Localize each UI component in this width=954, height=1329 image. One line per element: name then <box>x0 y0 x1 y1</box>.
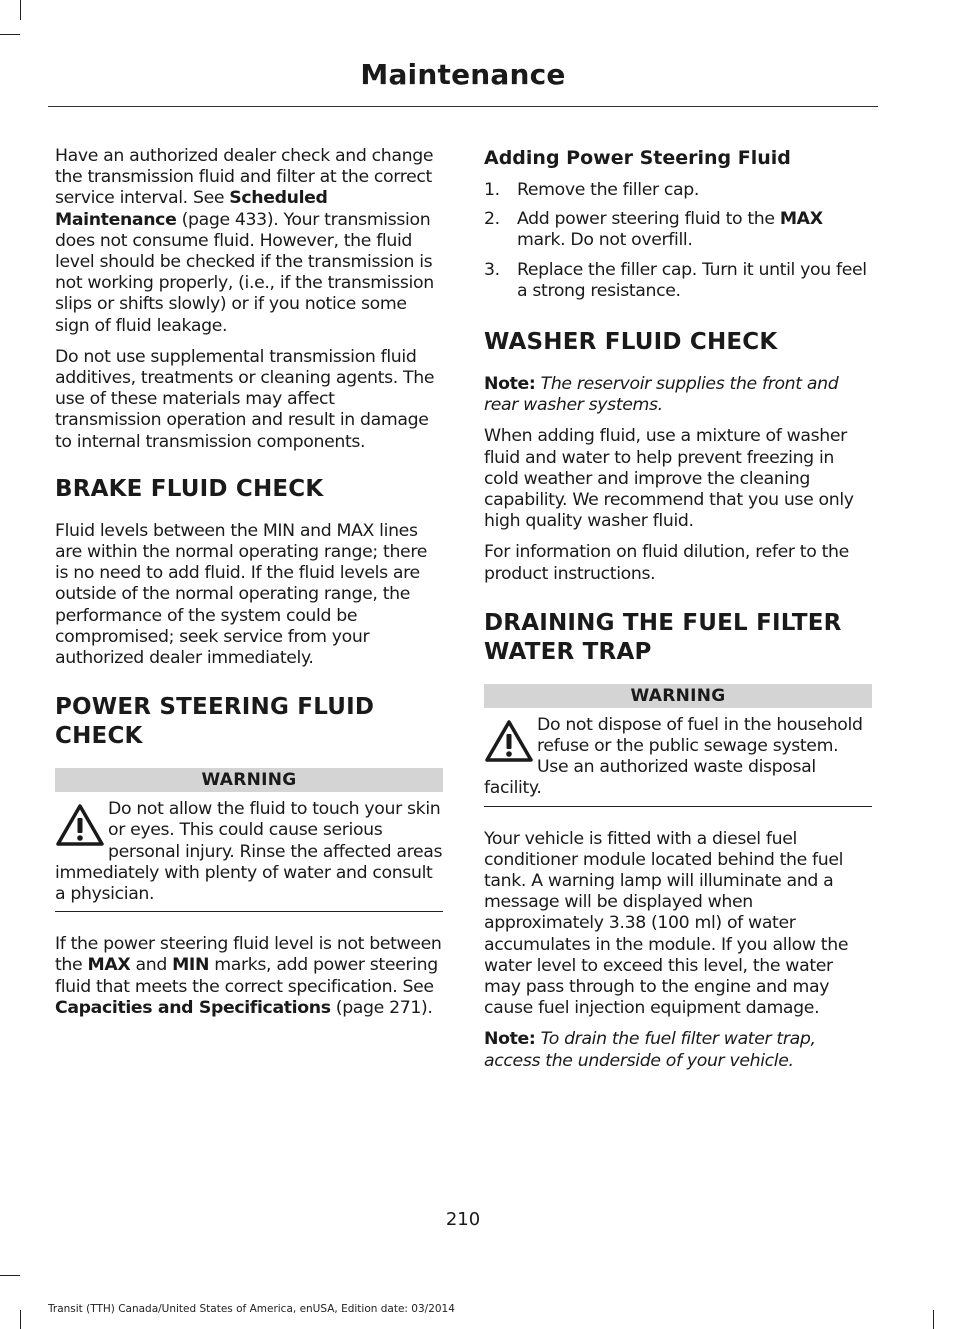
crop-mark <box>0 1275 20 1276</box>
crop-mark <box>933 1310 934 1329</box>
power-steering-warning-text: Do not allow the fluid to touch your skin or eyes. This could cause serious personal injury. Rinse the affected areas immediately with plenty of water and consult a physician. <box>55 799 443 905</box>
drain-note: Note: To drain the fuel filter water trap, access the underside of your vehicle. <box>484 1029 816 1071</box>
page-number: 210 <box>445 1209 481 1230</box>
list-item: 3. Replace the filler cap. Turn it until you feel a strong resistance. <box>484 259 867 301</box>
footer-edition: Transit (TTH) Canada/United States of America, enUSA, Edition date: 03/2014 <box>48 1303 455 1315</box>
transmission-paragraph: Have an authorized dealer check and change the transmission fluid and filter at the correct service interval. See Scheduled Maintenance (page 433). Your transmission does not consume fluid. However, the fluid level should be checked if the transmission is not working properly, (i.e., if the transmission slips or shifts slowly) or if you notice some sign of fluid leakage. <box>55 146 434 336</box>
brake-fluid-paragraph: Fluid levels between the MIN and MAX lines are within the normal operating range; there is no need to add fluid. If the fluid levels are outside of the normal operating range, the performance of the system could be compromised; seek service from your authorized dealer immediately. <box>55 520 427 669</box>
dilution-paragraph: For information on fluid dilution, refer to the product instructions. <box>484 542 849 584</box>
crop-mark <box>0 34 20 35</box>
warning-triangle-icon <box>484 719 534 763</box>
header-divider <box>48 106 878 107</box>
warning-triangle-icon <box>55 803 105 847</box>
power-steering-warning <box>55 768 443 912</box>
washer-note: Note: The reservoir supplies the front and rear washer systems. <box>484 374 839 416</box>
washer-fluid-heading: WASHER FLUID CHECK <box>484 329 778 356</box>
right-column <box>484 146 872 1082</box>
list-item: 2. Add power steering fluid to the MAX mark. Do not overfill. <box>484 209 823 251</box>
page-title: Maintenance <box>360 58 566 91</box>
fuel-warning <box>484 684 872 807</box>
warning-label: WARNING <box>484 684 872 708</box>
adding-power-steering-heading: Adding Power Steering Fluid <box>484 147 791 169</box>
list-item: 1. Remove the filler cap. <box>484 180 700 200</box>
power-steering-paragraph: If the power steering fluid level is not between the MAX and MIN marks, add power steering fluid that meets the correct specification. See Capacities and Specifications (page 271). <box>55 934 442 1018</box>
fuel-filter-heading: DRAINING THE FUEL FILTER WATER TRAP <box>484 609 842 665</box>
fuel-conditioner-paragraph: Your vehicle is fitted with a diesel fuel conditioner module located behind the fuel tank. A warning lamp will illuminate and a message will be displayed when approximately 3.38 (100 ml) of water accumulates in the module. If you allow the water level to exceed this level, the water may pass through to the engine and may cause fuel injection equipment damage. <box>484 828 849 1019</box>
brake-fluid-heading: BRAKE FLUID CHECK <box>55 475 324 502</box>
crop-mark <box>20 1310 21 1329</box>
capacities-link[interactable]: Capacities and Specifications <box>55 997 331 1018</box>
scheduled-maintenance-link[interactable]: Scheduled Maintenance <box>55 188 328 230</box>
fuel-warning-text: Do not dispose of fuel in the household refuse or the public sewage system. Use an authorized waste disposal facility. <box>484 714 863 799</box>
power-steering-heading: POWER STEERING FLUID CHECK <box>55 694 375 750</box>
crop-mark <box>20 0 21 20</box>
additives-paragraph: Do not use supplemental transmission fluid additives, treatments or cleaning agents. The use of these materials may affect transmission operation and result in damage to internal transmission components. <box>55 346 435 452</box>
warning-label: WARNING <box>55 768 443 792</box>
left-column <box>55 146 443 1029</box>
washer-paragraph: When adding fluid, use a mixture of washer fluid and water to help prevent freezing in cold weather and improve the cleaning capability. We recommend that you use only high quality washer fluid. <box>484 426 854 532</box>
adding-steps-list <box>484 180 872 302</box>
